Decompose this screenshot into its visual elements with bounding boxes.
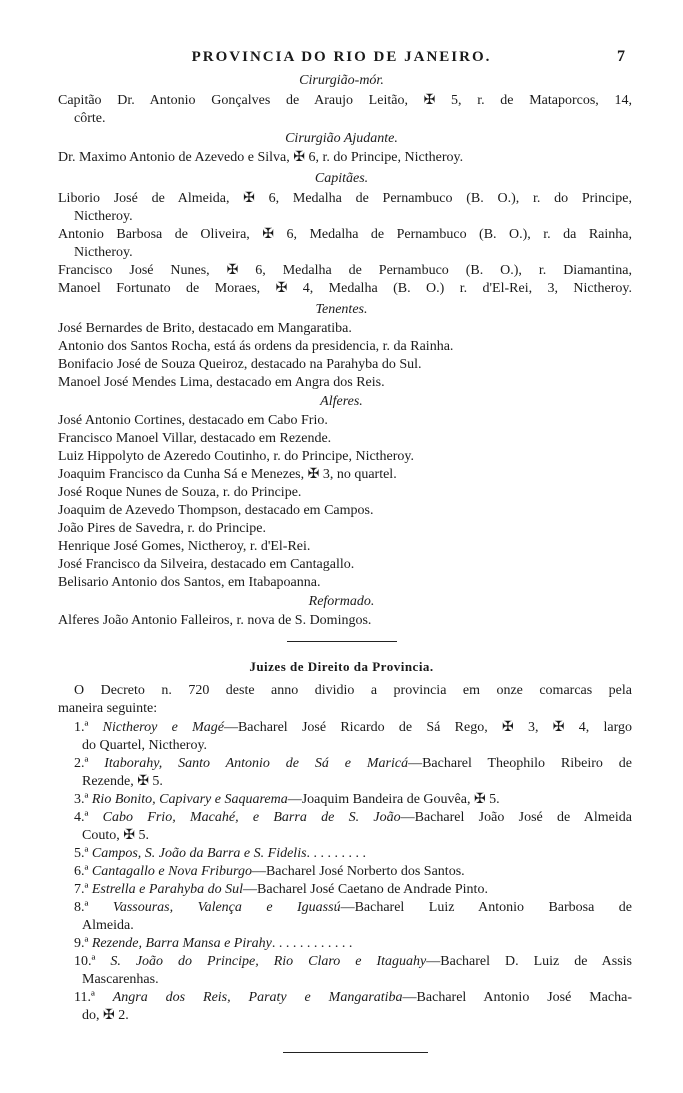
entry-line: Francisco José Nunes, ✠ 6, Medalha de Pernambuco (B. O.), r. Diamantina, (58, 263, 632, 278)
section-reformado: Reformado. (308, 594, 375, 609)
comarca-text: —Bacharel José Ricardo de Sá Rego, ✠ 3, ✠ 4, largo (223, 720, 632, 735)
comarca-entry (74, 989, 632, 1007)
comarca-places: Estrella e Parahyba do Sul (91, 882, 244, 897)
paragraph-line: maneira seguinte: (58, 701, 158, 716)
entry-line: José Antonio Cortines, destacado em Cabo Frio. (58, 413, 328, 428)
comarca-places: S. João do Principe, Rio Claro e Itaguahy (110, 954, 427, 969)
comarca-text: —Bacharel D. Luiz de Assis (426, 954, 633, 969)
comarca-places: Rio Bonito, Capivary e Saquarema (91, 792, 288, 807)
comarca-text: —Bacharel José Caetano de Andrade Pinto. (243, 882, 488, 897)
comarca-number: 3.ª (74, 792, 92, 807)
entry-line: Dr. Maximo Antonio de Azevedo e Silva, ✠ 6, r. do Principe, Nictheroy. (58, 150, 464, 165)
comarca-places: Itaborahy, Santo Antonio de Sá e Maricá (104, 756, 409, 771)
paragraph-line: O Decreto n. 720 deste anno dividio a provincia em onze comarcas pela (74, 683, 632, 698)
entry-line: Luiz Hippolyto de Azeredo Coutinho, r. do Principe, Nictheroy. (58, 449, 415, 464)
entry-line-cont: Nictheroy. (74, 245, 133, 260)
comarca-text: —Joaquim Bandeira de Gouvêa, ✠ 5. (287, 792, 500, 807)
entry-line: Alferes João Antonio Falleiros, r. nova de S. Domingos. (58, 613, 372, 628)
comarca-places: Campos, S. João da Barra e S. Fidelis (91, 846, 307, 861)
comarca-places: Vassouras, Valença e Iguassú (112, 900, 341, 915)
comarca-entry (74, 953, 632, 971)
page-title: PROVINCIA DO RIO DE JANEIRO. (191, 49, 492, 65)
comarca-number: 2.ª (74, 756, 105, 771)
comarca-text: —Bacharel Theophilo Ribeiro de (408, 756, 632, 771)
comarca-entry (74, 809, 632, 827)
comarca-number: 8.ª (74, 900, 113, 915)
entry-line: Joaquim Francisco da Cunha Sá e Menezes, ✠ 3, no quartel. (58, 467, 397, 482)
entry-line-cont: côrte. (74, 111, 106, 126)
comarca-places: Cabo Frio, Macahé, e Barra de S. João (102, 810, 401, 825)
comarca-number: 1.ª (74, 720, 103, 735)
comarca-entry (74, 863, 632, 881)
comarca-entry-cont: Mascarenhas. (82, 972, 159, 987)
comarca-places: Cantagallo e Nova Friburgo (91, 864, 252, 879)
comarca-text: —Bacharel Luiz Antonio Barbosa de (340, 900, 632, 915)
comarca-number: 10.ª (74, 954, 111, 969)
entry-line: Manoel Fortunato de Moraes, ✠ 4, Medalha (B. O.) r. d'El-Rei, 3, Nictheroy. (58, 281, 632, 296)
comarca-number: 9.ª (74, 936, 92, 951)
entry-line: Bonifacio José de Souza Queiroz, destacado na Parahyba do Sul. (58, 357, 422, 372)
comarca-text: . . . . . . . . . (306, 846, 367, 861)
comarca-number: 4.ª (74, 810, 103, 825)
comarca-entry (74, 719, 632, 737)
entry-line: Francisco Manoel Villar, destacado em Rezende. (58, 431, 332, 446)
page-number: 7 (617, 48, 625, 65)
comarca-number: 6.ª (74, 864, 92, 879)
comarca-entry-cont: do Quartel, Nictheroy. (82, 738, 208, 753)
comarca-entry-cont: Almeida. (82, 918, 134, 933)
comarca-text: . . . . . . . . . . . . (271, 936, 353, 951)
entry-line-cont: Nictheroy. (74, 209, 133, 224)
section-juizes: Juizes de Direito da Provincia. (249, 659, 434, 674)
comarca-number: 5.ª (74, 846, 92, 861)
comarca-entry (74, 845, 632, 863)
section-cirurgiao-mor: Cirurgião-mór. (299, 73, 384, 88)
entry-line: Antonio Barbosa de Oliveira, ✠ 6, Medalha de Pernambuco (B. O.), r. da Rainha, (58, 227, 632, 242)
entry-line: Antonio dos Santos Rocha, está ás ordens da presidencia, r. da Rainha. (58, 339, 454, 354)
entry-line: José Roque Nunes de Souza, r. do Principe. (58, 485, 302, 500)
comarca-entry (74, 935, 632, 953)
comarca-places: Rezende, Barra Mansa e Pirahy (91, 936, 272, 951)
comarca-text: —Bacharel José Norberto dos Santos. (251, 864, 465, 879)
section-capitaes: Capitães. (314, 171, 369, 186)
comarca-entry (74, 791, 632, 809)
comarca-entry (74, 881, 632, 899)
entry-line: João Pires de Savedra, r. do Principe. (58, 521, 267, 536)
section-cirurgiao-ajudante: Cirurgião Ajudante. (285, 131, 398, 146)
entry-line: José Francisco da Silveira, destacado em Cantagallo. (58, 557, 355, 572)
comarca-number: 11.ª (74, 990, 113, 1005)
section-alferes: Alferes. (320, 394, 363, 409)
entry-line: Liborio José de Almeida, ✠ 6, Medalha de Pernambuco (B. O.), r. do Principe, (58, 191, 632, 206)
page-header (0, 48, 683, 70)
page-end-divider (283, 1052, 428, 1053)
entry-line: Manoel José Mendes Lima, destacado em Angra dos Reis. (58, 375, 385, 390)
entry-line: José Bernardes de Brito, destacado em Mangaratiba. (58, 321, 352, 336)
comarca-entry-cont: Couto, ✠ 5. (82, 828, 149, 843)
entry-line: Capitão Dr. Antonio Gonçalves de Araujo Leitão, ✠ 5, r. de Mataporcos, 14, (58, 93, 632, 108)
comarca-entry (74, 899, 632, 917)
comarca-places: Nictheroy e Magé (102, 720, 224, 735)
section-divider (287, 641, 397, 642)
entry-line: Belisario Antonio dos Santos, em Itabapoanna. (58, 575, 321, 590)
entry-line: Joaquim de Azevedo Thompson, destacado em Campos. (58, 503, 374, 518)
comarca-text: —Bacharel Antonio José Macha- (402, 990, 632, 1005)
comarca-text: —Bacharel João José de Almeida (400, 810, 632, 825)
comarca-entry-cont: do, ✠ 2. (82, 1008, 129, 1023)
comarca-places: Angra dos Reis, Paraty e Mangaratiba (112, 990, 403, 1005)
comarca-entry (74, 755, 632, 773)
comarca-entry-cont: Rezende, ✠ 5. (82, 774, 163, 789)
entry-line: Henrique José Gomes, Nictheroy, r. d'El-Rei. (58, 539, 311, 554)
comarca-number: 7.ª (74, 882, 92, 897)
section-tenentes: Tenentes. (315, 302, 368, 317)
